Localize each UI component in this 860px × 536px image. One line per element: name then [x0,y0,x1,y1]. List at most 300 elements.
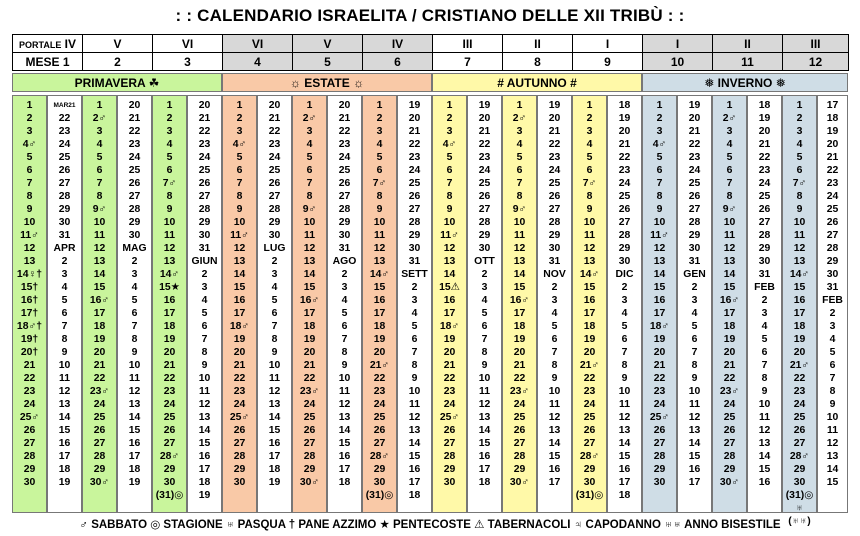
hebrew-day: 4 [376,139,383,150]
civil-day: 21 [826,152,839,163]
civil-day: 3 [761,308,768,319]
mese-cell: 5 [293,53,363,71]
civil-day: 10 [688,386,701,397]
civil-day: 13 [338,412,351,423]
civil-day: 2 [271,256,278,267]
civil-day: 30 [338,230,351,241]
hebrew-day: 25 [513,412,526,423]
hebrew-day: 20 [513,347,526,358]
civil-day: 24 [548,165,561,176]
civil-day: 8 [201,347,208,358]
civil-day: 27 [408,204,421,215]
hebrew-day: 27 [163,438,176,449]
civil-day: 21 [338,113,351,124]
hebrew-day-column [642,95,677,513]
civil-day: 6 [551,334,558,345]
hebrew-day: 15 [373,282,386,293]
hebrew-day: 11 [514,230,525,241]
hebrew-day: 25♂ [649,412,670,423]
hebrew-day: 10 [513,217,526,228]
civil-day: 17 [58,451,71,462]
civil-day: 19 [198,490,211,501]
civil-day: 20 [128,100,141,111]
civil-day: 3 [691,295,698,306]
civil-day: 23 [826,178,839,189]
civil-day: 24 [688,165,701,176]
hebrew-day: 22 [653,373,666,384]
civil-day: 16 [268,438,281,449]
civil-day: 24 [58,139,71,150]
hebrew-day: 25♂ [439,412,460,423]
hebrew-day: 7 [516,178,523,189]
civil-day: 5 [761,334,768,345]
civil-day: 4 [621,308,628,319]
civil-day: 4 [61,282,68,293]
civil-day: 4 [341,295,348,306]
civil-day: 10 [198,373,211,384]
civil-day: 31 [198,243,211,254]
hebrew-day: 15 [723,282,736,293]
hebrew-day: 14 [653,269,666,280]
hebrew-day: (31)◎ [785,490,814,501]
hebrew-day: 30 [233,477,246,488]
civil-day: DIC [615,269,634,280]
civil-day: 18 [338,477,351,488]
hebrew-day: 29 [653,464,666,475]
civil-day: 28 [268,204,281,215]
civil-day-column [187,95,222,513]
civil-day: 26 [408,191,421,202]
civil-day-column [747,95,782,513]
hebrew-day: 2 [586,113,593,124]
hebrew-day: 6 [376,165,383,176]
season-label: # AUTUNNO # [497,76,577,90]
civil-day: 16 [688,464,701,475]
hebrew-day: 19 [583,334,596,345]
mese-cell: 6 [363,53,433,71]
civil-day-column [117,95,152,513]
hebrew-day: 3 [796,126,803,137]
civil-day: 23 [548,152,561,163]
civil-day: 8 [411,360,418,371]
civil-day: 2 [481,269,488,280]
civil-day: 4 [691,308,698,319]
hebrew-day: 10 [583,217,596,228]
hebrew-day: 16 [233,295,246,306]
hebrew-day: 24 [163,399,176,410]
civil-day: FEB [822,295,843,306]
portale-cell: III [433,35,503,53]
page-title: : : CALENDARIO ISRAELITA / CRISTIANO DELLE XII TRIBÙ : : [175,6,685,25]
hebrew-day: 12 [513,243,526,254]
civil-day: 26 [618,204,631,215]
hebrew-day: 3 [376,126,383,137]
civil-day: 24 [198,152,211,163]
hebrew-day: 18♂† [16,321,43,332]
civil-day: 7 [411,347,418,358]
hebrew-day-column [222,95,257,513]
season-label: ☼ ESTATE ☼ [289,76,365,90]
civil-day: 20 [548,113,561,124]
hebrew-day: 21♂ [579,360,600,371]
civil-day: NOV [543,269,566,280]
hebrew-day: 18♂ [439,321,460,332]
civil-day: 30 [478,243,491,254]
hebrew-day: 18 [163,321,176,332]
hebrew-day: 30♂ [299,477,320,488]
hebrew-day: (31)◎ [365,490,394,501]
civil-day: 31 [58,230,71,241]
hebrew-day: 8 [796,191,803,202]
civil-day: 9 [341,360,348,371]
hebrew-day: 18♂ [649,321,670,332]
civil-day: FEB [754,282,775,293]
civil-day: 15 [58,425,71,436]
hebrew-day: 10 [163,217,176,228]
hebrew-day: 24 [23,399,36,410]
hebrew-day: 2♂ [722,113,737,124]
hebrew-day: 2♂ [302,113,317,124]
civil-day: 8 [131,334,138,345]
hebrew-day: 18 [513,321,526,332]
hebrew-day: 13 [443,256,456,267]
civil-day: 9 [481,360,488,371]
hebrew-day: 8 [26,191,33,202]
civil-day: 14 [58,412,71,423]
hebrew-day: 2 [376,113,383,124]
hebrew-day: 1 [96,100,103,111]
mese-cell: 8 [503,53,573,71]
hebrew-day: 30 [793,477,806,488]
civil-day: 13 [758,438,771,449]
hebrew-day: 3 [26,126,33,137]
civil-day: 23 [758,165,771,176]
hebrew-day: 15★ [159,282,180,293]
civil-day: 3 [61,269,68,280]
civil-day: 4 [411,308,418,319]
hebrew-day: 8 [166,191,173,202]
hebrew-day: 27 [723,438,736,449]
civil-day: 20 [618,126,631,137]
hebrew-day: 12 [373,243,386,254]
civil-day: 11 [199,386,210,397]
portale-cell: VI [153,35,223,53]
hebrew-day: 5 [236,152,243,163]
civil-day: 23 [688,152,701,163]
civil-day: 11 [759,412,770,423]
hebrew-day: 28♂ [159,451,180,462]
hebrew-day: 2 [26,113,33,124]
hebrew-day: 25 [583,412,596,423]
civil-day: 28 [548,217,561,228]
civil-day: 18 [408,490,421,501]
civil-day: 20 [198,100,211,111]
hebrew-day: 16♂ [719,295,740,306]
civil-day: 26 [58,165,71,176]
civil-day: 27 [618,217,631,228]
civil-day: 2 [131,256,138,267]
civil-day: 6 [411,334,418,345]
hebrew-day: 22 [583,373,596,384]
hebrew-day: 6 [516,165,523,176]
hebrew-day: 8 [96,191,103,202]
hebrew-day: 5 [796,152,803,163]
hebrew-day: 22 [303,373,316,384]
hebrew-day: 18 [93,321,106,332]
hebrew-day: 3 [306,126,313,137]
civil-day: 27 [128,191,141,202]
hebrew-day: 28 [653,451,666,462]
civil-day: 25 [198,165,211,176]
hebrew-day: 24 [513,399,526,410]
civil-day: 19 [826,126,839,137]
civil-day: 3 [341,282,348,293]
hebrew-day: 1 [726,100,733,111]
portale-cell: III [783,35,849,53]
civil-day: 19 [408,100,421,111]
civil-day: 25 [688,178,701,189]
hebrew-day: 29 [583,464,596,475]
hebrew-day: 29 [23,464,36,475]
civil-day: 15 [268,425,281,436]
hebrew-day: 11 [794,230,805,241]
civil-day: 3 [131,269,138,280]
civil-day: 14 [618,438,631,449]
civil-day: 31 [548,256,561,267]
civil-day: 3 [551,295,558,306]
hebrew-day: 6 [726,165,733,176]
hebrew-day: 1 [516,100,523,111]
civil-day: 2 [691,282,698,293]
civil-day-column [537,95,572,513]
civil-day: 17 [478,464,491,475]
hebrew-day: 13 [583,256,596,267]
hebrew-day: 12 [303,243,316,254]
civil-day: 18 [198,477,211,488]
hebrew-day: 5 [376,152,383,163]
civil-day: 8 [481,347,488,358]
hebrew-day: 1 [376,100,383,111]
hebrew-day: 13 [233,256,246,267]
portale-cell: V [83,35,153,53]
hebrew-day: 3 [446,126,453,137]
civil-day: 6 [481,321,488,332]
hebrew-day: 26 [93,425,106,436]
hebrew-day: 9 [796,204,803,215]
hebrew-day: 2 [236,113,243,124]
civil-day: 28 [128,204,141,215]
hebrew-day: 9 [26,204,33,215]
portale-cell: VI [223,35,293,53]
civil-day: 2 [621,282,628,293]
hebrew-day: 16♂ [89,295,110,306]
civil-day: 12 [478,399,491,410]
hebrew-day: 10 [233,217,246,228]
hebrew-day: 21 [93,360,106,371]
civil-day: 15 [688,451,701,462]
civil-day: 2 [411,282,418,293]
civil-day: 27 [58,178,71,189]
hebrew-day: 25♂ [19,412,40,423]
hebrew-day: 22 [793,373,806,384]
hebrew-day: 28♂ [369,451,390,462]
hebrew-day: 10 [93,217,106,228]
civil-day: 23 [338,139,351,150]
hebrew-day: 28 [23,451,36,462]
civil-day: 7 [761,360,768,371]
civil-day: 7 [131,321,138,332]
civil-day: 16 [548,464,561,475]
civil-day: 8 [551,360,558,371]
hebrew-day: 29 [373,464,386,475]
mese-cell: 2 [83,53,153,71]
civil-day: 9 [691,373,698,384]
mese-cell: 4 [223,53,293,71]
civil-day: 22 [478,139,491,150]
civil-day: 24 [408,165,421,176]
civil-day: 28 [758,230,771,241]
hebrew-day-column [12,95,47,513]
civil-day: 11 [689,399,700,410]
civil-day: 5 [341,308,348,319]
hebrew-day: 7 [236,178,243,189]
civil-day: 24 [478,165,491,176]
hebrew-day: 17 [93,308,106,319]
hebrew-day: 27 [93,438,106,449]
civil-day: 7 [551,347,558,358]
legend: ♂ SABBATO ◎ STAGIONE ♅ PASQUA † PANE AZZIMO ★ PENTECOSTE ⚠ TABERNACOLI ♃ CAPODANNO ♅♅ ANNO BISESTILE [79,519,781,531]
hebrew-day: 19 [163,334,176,345]
hebrew-day: 20 [163,347,176,358]
civil-day: 23 [198,139,211,150]
civil-day: 14 [688,438,701,449]
civil-day: 31 [338,243,351,254]
civil-day: 5 [829,347,836,358]
hebrew-day: 6 [26,165,33,176]
civil-day: 2 [201,269,208,280]
civil-day: 26 [338,178,351,189]
civil-day: 13 [268,399,281,410]
civil-day: 28 [58,191,71,202]
civil-day: 16 [128,438,141,449]
hebrew-day: 24 [373,399,386,410]
hebrew-day: 24 [93,399,106,410]
hebrew-day: 9 [586,204,593,215]
hebrew-day: 7 [26,178,33,189]
civil-day: 22 [758,152,771,163]
season-label: ❅ INVERNO ❅ [704,76,786,90]
civil-day: 26 [826,217,839,228]
civil-day: 28 [198,204,211,215]
civil-day: 29 [198,217,211,228]
civil-day: 17 [618,477,631,488]
hebrew-day: 30 [443,477,456,488]
civil-day: 15 [548,451,561,462]
hebrew-day: 7 [726,178,733,189]
civil-day: 4 [131,282,138,293]
hebrew-day: 24 [583,399,596,410]
hebrew-day: 7♂ [372,178,387,189]
hebrew-day: 15† [20,282,39,293]
hebrew-day: 28 [303,451,316,462]
civil-day: 15 [758,464,771,475]
hebrew-day: 17 [443,308,456,319]
civil-day: 11 [339,386,350,397]
hebrew-day: 14 [233,269,246,280]
civil-day: 21 [758,139,771,150]
hebrew-day: 23 [653,386,666,397]
hebrew-day: 4 [586,139,593,150]
hebrew-day: 30 [23,477,36,488]
hebrew-day: 11 [584,230,595,241]
hebrew-day: 2 [656,113,663,124]
hebrew-day: 11 [374,230,385,241]
civil-day: 26 [268,178,281,189]
hebrew-day: 3 [586,126,593,137]
civil-day: 8 [271,334,278,345]
civil-day: 21 [688,126,701,137]
civil-day: 13 [688,425,701,436]
civil-day: 7 [621,347,628,358]
civil-day: 18 [268,464,281,475]
civil-day: 30 [826,269,839,280]
hebrew-day: 14 [303,269,316,280]
hebrew-day: 12 [93,243,106,254]
civil-day: 30 [758,256,771,267]
civil-day: 26 [128,178,141,189]
mese-cell: 9 [573,53,643,71]
hebrew-day: 23♂ [299,386,320,397]
civil-day: 19 [268,477,281,488]
civil-day: 16 [408,464,421,475]
civil-day: 4 [761,321,768,332]
hebrew-day: 12 [583,243,596,254]
civil-day: 23 [268,139,281,150]
hebrew-day: 20 [793,347,806,358]
civil-day: 29 [478,230,491,241]
hebrew-day: 25 [93,412,106,423]
civil-day: 26 [198,178,211,189]
civil-day: 18 [128,464,141,475]
hebrew-day: 13 [793,256,806,267]
hebrew-day: 5 [306,152,313,163]
civil-day-column [327,95,362,513]
civil-day: 17 [408,477,421,488]
civil-day: 21 [408,126,421,137]
civil-day: 12 [688,412,701,423]
civil-day: 19 [478,100,491,111]
civil-day: 4 [271,282,278,293]
hebrew-day: 20† [20,347,39,358]
civil-day: 28 [688,217,701,228]
civil-day: 5 [201,308,208,319]
hebrew-day: 6 [796,165,803,176]
hebrew-day: 28 [93,451,106,462]
civil-day: 9 [411,373,418,384]
civil-day: 24 [268,152,281,163]
portale-cell: II [503,35,573,53]
civil-day: 10 [548,386,561,397]
civil-day: 31 [826,282,839,293]
hebrew-day: 10 [793,217,806,228]
civil-day: 14 [758,451,771,462]
civil-day: 3 [411,295,418,306]
hebrew-day: 26 [163,425,176,436]
hebrew-day: 9♂ [722,204,737,215]
hebrew-day: 6 [96,165,103,176]
civil-day: 31 [688,256,701,267]
civil-day: 30 [198,230,211,241]
